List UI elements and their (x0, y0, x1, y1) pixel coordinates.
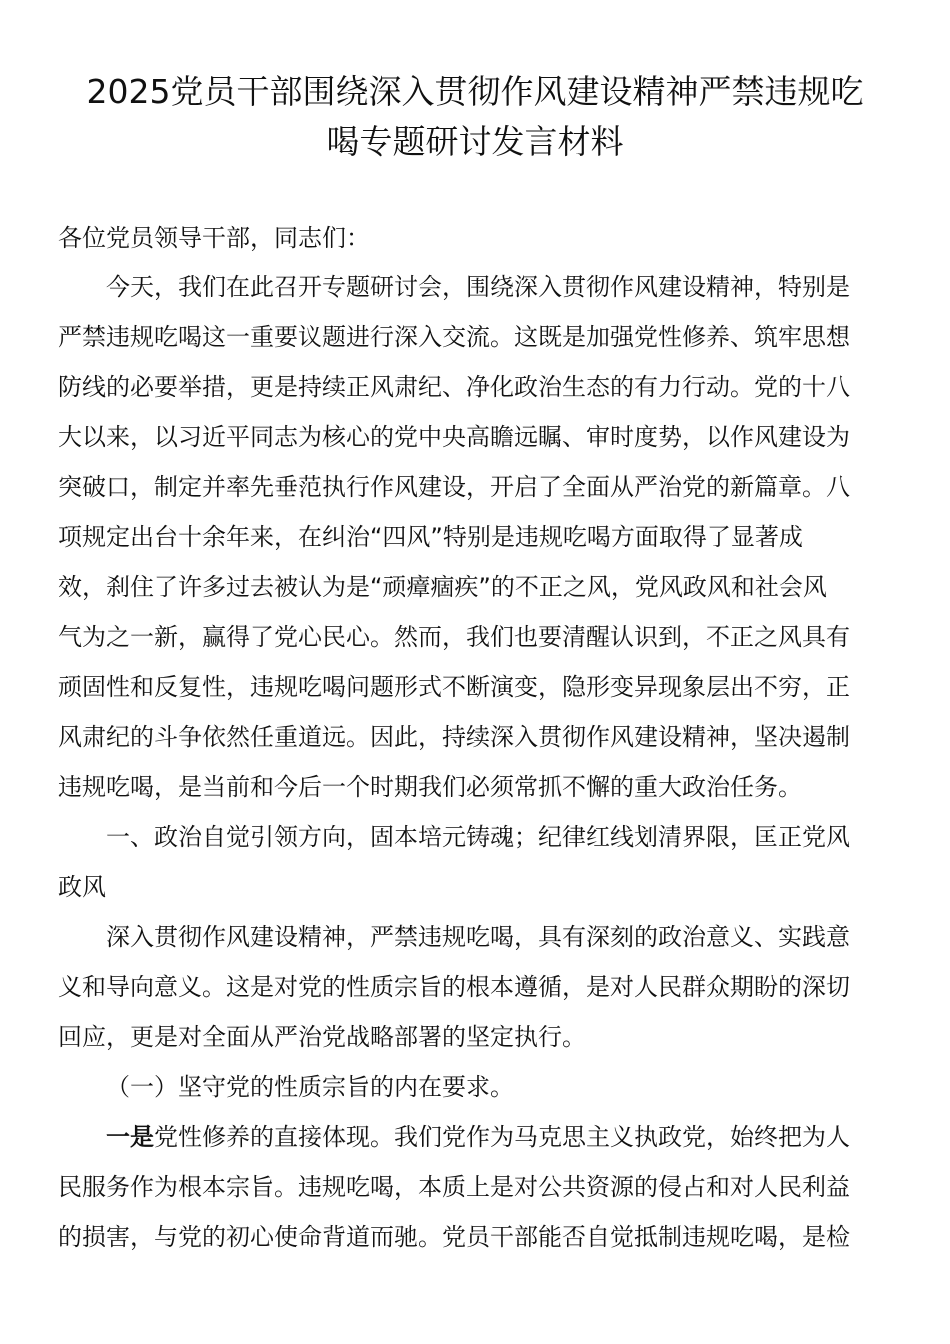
paragraph-line: 项规定出台十余年来，在纠治“四风”特别是违规吃喝方面取得了显著成 (58, 523, 803, 551)
subsection-heading: （一）坚守党的性质宗旨的内在要求。 (106, 1073, 514, 1101)
paragraph-line: 风肃纪的斗争依然任重道远。因此，持续深入贯彻作风建设精神，坚决遏制 (58, 723, 850, 751)
section-heading-line: 政风 (58, 873, 106, 901)
paragraph-line: 大以来，以习近平同志为核心的党中央高瞻远瞩、审时度势，以作风建设为 (58, 423, 850, 451)
paragraph-text: 党性修养的直接体现。我们党作为马克思主义执政党，始终把为人 (154, 1123, 850, 1151)
document-title-line-2: 喝专题研讨发言材料 (326, 122, 624, 161)
paragraph-line: 效，刹住了许多过去被认为是“顽瘴痼疾”的不正之风，党风政风和社会风 (58, 573, 827, 601)
paragraph-line: 今天，我们在此召开专题研讨会，围绕深入贯彻作风建设精神，特别是 (106, 273, 850, 301)
paragraph-line: 深入贯彻作风建设精神，严禁违规吃喝，具有深刻的政治意义、实践意 (106, 923, 850, 951)
paragraph-line: 突破口，制定并率先垂范执行作风建设，开启了全面从严治党的新篇章。八 (58, 473, 850, 501)
paragraph-line (106, 1122, 936, 1152)
document-title-line-1: 2025党员干部围绕深入贯彻作风建设精神严禁违规吃 (86, 72, 864, 111)
paragraph-line: 气为之一新，赢得了党心民心。然而，我们也要清醒认识到，不正之风具有 (58, 623, 850, 651)
paragraph-line: 防线的必要举措，更是持续正风肃纪、净化政治生态的有力行动。党的十八 (58, 373, 850, 401)
paragraph-line: 的损害，与党的初心使命背道而驰。党员干部能否自觉抵制违规吃喝，是检 (58, 1223, 850, 1251)
paragraph-line: 民服务作为根本宗旨。违规吃喝，本质上是对公共资源的侵占和对人民利益 (58, 1173, 850, 1201)
section-heading-line: 一、政治自觉引领方向，固本培元铸魂；纪律红线划清界限，匡正党风 (106, 823, 850, 851)
salutation: 各位党员领导干部，同志们： (58, 224, 370, 252)
paragraph-line: 义和导向意义。这是对党的性质宗旨的根本遵循，是对人民群众期盼的深切 (58, 973, 850, 1001)
bold-lead-text: 一是 (106, 1123, 154, 1151)
paragraph-line: 违规吃喝，是当前和今后一个时期我们必须常抓不懈的重大政治任务。 (58, 773, 802, 801)
paragraph-line: 顽固性和反复性，违规吃喝问题形式不断演变，隐形变异现象层出不穷，正 (58, 673, 850, 701)
paragraph-line: 严禁违规吃喝这一重要议题进行深入交流。这既是加强党性修养、筑牢思想 (58, 323, 850, 351)
paragraph-line: 回应，更是对全面从严治党战略部署的坚定执行。 (58, 1023, 586, 1051)
